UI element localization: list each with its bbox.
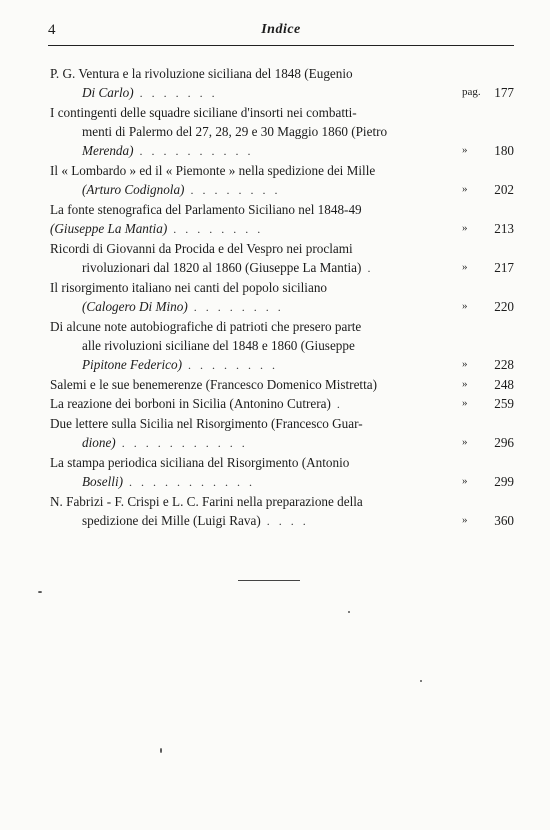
- entry-title-line: rivoluzionari dal 1820 al 1860 (Giuseppe La Mantia): [82, 260, 362, 275]
- toc-entry[interactable]: [50, 453, 514, 492]
- page-ref: 202: [494, 182, 514, 197]
- leader-dots: ..........: [139, 144, 260, 158]
- entry-title-line: Ricordi di Giovanni da Procida e del Vespro nei proclami: [50, 241, 353, 256]
- toc-entry[interactable]: [50, 103, 514, 161]
- paper-speck: [160, 748, 162, 753]
- table-of-contents: [50, 64, 514, 531]
- entry-author: Boselli): [82, 474, 124, 489]
- page-ref: 213: [494, 221, 514, 236]
- entry-title-line: spedizione dei Mille (Luigi Rava): [82, 513, 261, 528]
- paper-speck: [420, 680, 422, 682]
- page-prefix: »: [462, 300, 468, 312]
- entry-title-line: La fonte stenografica del Parlamento Siciliano nel 1848-49: [50, 202, 362, 217]
- toc-entry[interactable]: [50, 375, 514, 394]
- leader-dots: .: [336, 397, 349, 411]
- leader-dots: ........: [193, 300, 290, 314]
- toc-entry[interactable]: [50, 394, 514, 414]
- toc-entry[interactable]: [50, 200, 514, 239]
- entry-title-line: Il « Lombardo » ed il « Piemonte » nella spedizione dei Mille: [50, 163, 376, 178]
- page-prefix: »: [462, 514, 468, 526]
- entry-title-line: La stampa periodica siciliana del Risorgimento (Antonio: [50, 455, 350, 470]
- toc-entry[interactable]: [50, 161, 514, 200]
- paper-speck: [348, 611, 350, 613]
- entry-author: dione): [82, 435, 116, 450]
- entry-title-line: Di alcune note autobiografiche di patrioti che presero parte: [50, 319, 362, 334]
- page-prefix: »: [462, 378, 468, 390]
- running-title: Indice: [261, 22, 301, 37]
- leader-dots: ........: [190, 183, 287, 197]
- leader-dots: .: [367, 261, 380, 275]
- entry-author: Pipitone Federico): [82, 357, 182, 372]
- entry-author: Merenda): [82, 143, 134, 158]
- leader-dots: ....: [266, 514, 315, 528]
- page-prefix: »: [462, 436, 468, 448]
- page-ref: 220: [494, 299, 514, 314]
- entry-title-line: alle rivoluzioni siciliane del 1848 e 1860 (Giuseppe: [82, 338, 355, 353]
- paper-speck: [38, 591, 42, 593]
- leader-dots: ........: [173, 222, 270, 236]
- toc-entry[interactable]: [50, 317, 514, 375]
- entry-author: (Giuseppe La Mantia): [50, 221, 168, 236]
- page-prefix: »: [462, 358, 468, 370]
- entry-author: Di Carlo): [82, 85, 134, 100]
- entry-title-line: La reazione dei borboni in Sicilia (Antonino Cutrera): [50, 396, 331, 411]
- page-ref: 360: [494, 513, 514, 528]
- entry-author: (Arturo Codignola): [82, 182, 185, 197]
- entry-title-line: P. G. Ventura e la rivoluzione siciliana del 1848 (Eugenio: [50, 66, 353, 81]
- page-ref: 296: [494, 435, 514, 450]
- toc-entry[interactable]: [50, 239, 514, 278]
- end-rule: [238, 580, 300, 581]
- entry-title-line: N. Fabrizi - F. Crispi e L. C. Farini nella preparazione della: [50, 494, 363, 509]
- page-prefix: pag.: [462, 86, 481, 98]
- page-prefix: »: [462, 144, 468, 156]
- toc-entry[interactable]: [50, 414, 514, 453]
- header-rule: [48, 45, 514, 46]
- leader-dots: ........: [187, 358, 284, 372]
- toc-entry[interactable]: [50, 492, 514, 531]
- entry-title-line: Due lettere sulla Sicilia nel Risorgimento (Francesco Guar-: [50, 416, 363, 431]
- page-prefix: »: [462, 183, 468, 195]
- page-prefix: »: [462, 261, 468, 273]
- entry-author: (Calogero Di Mino): [82, 299, 188, 314]
- page-ref: 299: [494, 474, 514, 489]
- page-prefix: »: [462, 397, 468, 409]
- page-ref: 248: [494, 377, 514, 392]
- entry-title-line: menti di Palermo del 27, 28, 29 e 30 Maggio 1860 (Pietro: [82, 124, 388, 139]
- page-ref: 228: [494, 357, 514, 372]
- toc-entry[interactable]: [50, 278, 514, 317]
- page-header: [48, 22, 514, 44]
- page-ref: 177: [494, 85, 514, 100]
- toc-entry[interactable]: [50, 64, 514, 103]
- page-number: 4: [48, 22, 56, 38]
- leader-dots: ...........: [129, 475, 262, 489]
- page-ref: 217: [494, 260, 514, 275]
- page-ref: 259: [494, 396, 514, 411]
- leader-dots: ...........: [121, 436, 254, 450]
- page-prefix: »: [462, 475, 468, 487]
- entry-title-line: Salemi e le sue benemerenze (Francesco Domenico Mistretta): [50, 377, 377, 392]
- entry-title-line: Il risorgimento italiano nei canti del popolo siciliano: [50, 280, 328, 295]
- page-prefix: »: [462, 222, 468, 234]
- entry-title-line: I contingenti delle squadre siciliane d'insorti nei combatti-: [50, 105, 357, 120]
- page-ref: 180: [494, 143, 514, 158]
- leader-dots: .......: [139, 86, 224, 100]
